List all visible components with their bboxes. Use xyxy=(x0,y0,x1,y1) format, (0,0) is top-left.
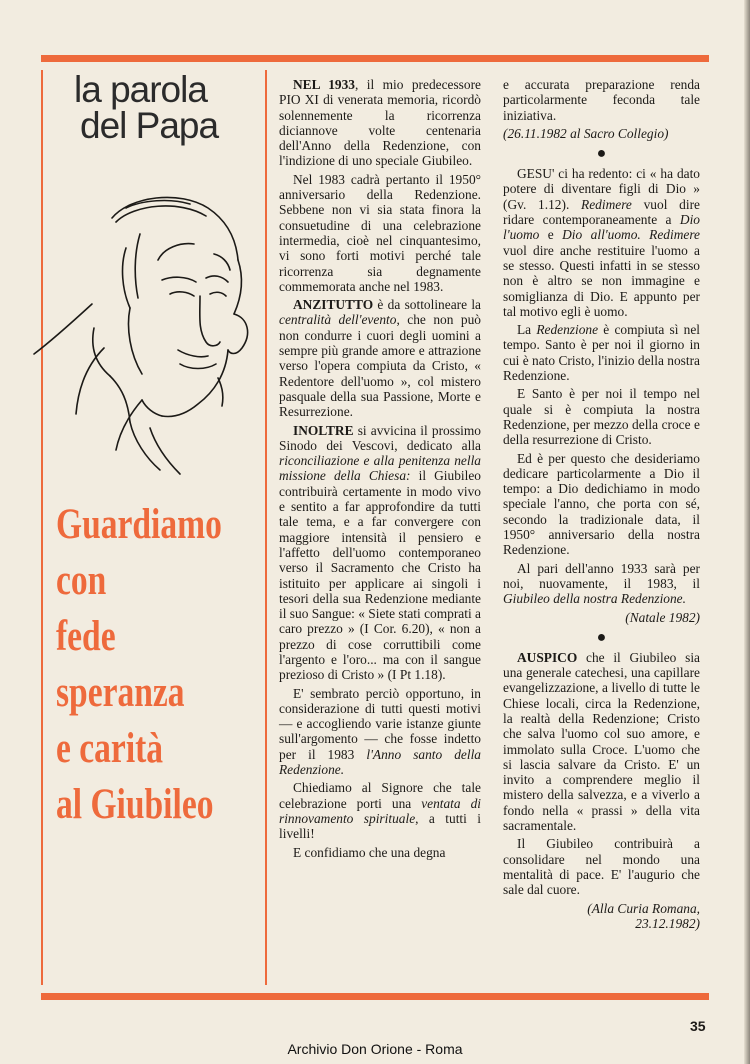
lead-word: ANZITUTTO xyxy=(293,297,374,313)
top-rule xyxy=(41,55,709,62)
emphasis: Redimere xyxy=(581,196,632,212)
paragraph-text: La xyxy=(517,322,537,338)
citation-line: (Alla Curia Romana, xyxy=(587,900,700,916)
column-rule xyxy=(265,70,267,985)
headline-line: fede xyxy=(56,613,116,660)
headline-line: con xyxy=(56,557,107,604)
paragraph xyxy=(503,166,700,319)
text-column-2 xyxy=(503,77,700,934)
lead-word: NEL 1933 xyxy=(293,77,355,92)
column-title-line1: la parola xyxy=(74,69,207,110)
paragraph-text: è compiuta sì nel tempo. Santo è per noi il giorno in cui è nato Cristo, l'inizio della nostra Redenzione. xyxy=(503,322,700,384)
source-citation: (Natale 1982) xyxy=(625,609,700,625)
emphasis: Dio l'uomo xyxy=(503,212,700,243)
paragraph-text: e xyxy=(539,227,563,243)
headline-line: e carità xyxy=(56,725,164,772)
bullet-icon: ● xyxy=(596,628,607,646)
paragraph xyxy=(279,780,481,841)
paragraph xyxy=(503,561,700,607)
paragraph: Nel 1983 cadrà pertanto il 1950° anniversario della Redenzione. Sebbene non vi sia stata finora la consuetudine di una celebrazione intermedia, cioè nel cinquantesimo, vi sono forti motivi perché tale ricorrenza sia degnamente commemorata anche nel 1983. xyxy=(279,171,481,294)
bullet-icon: ● xyxy=(596,145,607,163)
emphasis: Redenzione xyxy=(536,322,599,338)
paragraph-text: , a tutti i livelli! xyxy=(279,810,481,842)
emphasis: riconciliazione e alla penitenza nella missione della Chiesa: xyxy=(279,453,481,484)
bottom-rule xyxy=(41,993,709,1000)
emphasis: l'Anno santo della Redenzione. xyxy=(279,746,481,778)
paragraph: E Santo è per noi il tempo nel quale si è compiuta la nostra Redenzione, per mezzo della croce e della resurrezione di Cristo. xyxy=(503,386,700,448)
paragraph-text: vuol dire anche restituire l'uomo a se stesso. Questi infatti in se stesso non è altro se non immagine e somiglianza di Dio. E appunto per tal motivo egli è uomo. xyxy=(503,242,700,319)
citation-line: 23.12.1982) xyxy=(635,915,700,931)
paragraph: Il Giubileo contribuirà a consolidare nel mondo una mentalità di pace. E' l'augurio che sale dal cuore. xyxy=(503,836,700,898)
paragraph-text: vuol dire ridare contemporaneamente a xyxy=(503,196,700,228)
paragraph: Ed è per questo che desideriamo dedicare particolarmente a Dio il tempo: a Dio dedichiamo in modo speciale l'anno, che porta con sé, secondo la tradizionale data, il 1950° anniversario della nostra Redenzione. xyxy=(503,450,700,558)
headline xyxy=(56,497,220,833)
page-edge xyxy=(744,0,750,1064)
emphasis: centralità dell'evento xyxy=(279,312,397,328)
headline-line: Guardiamo xyxy=(56,501,222,548)
lead-word: INOLTRE xyxy=(293,422,354,438)
column-title-line2: del Papa xyxy=(80,105,219,146)
emphasis: Dio all'uomo. Redimere xyxy=(562,227,700,243)
text-column-1 xyxy=(279,77,481,863)
paragraph-text: è da sottolineare la xyxy=(373,297,481,313)
source-citation: (26.11.1982 al Sacro Collegio) xyxy=(503,125,669,141)
paragraph-text: , che non può non condurre i cuori degli uomini a sempre più grande amore e attrazione verso l'opera compiuta da Cristo, « Redentore dell'uomo », col mistero pasquale della sua Passione, Morte e Resurrezione. xyxy=(279,312,481,420)
lead-word: AUSPICO xyxy=(517,649,578,665)
emphasis: ventata di rinnovamento spirituale xyxy=(279,795,481,826)
page-number: 35 xyxy=(690,1018,706,1034)
archive-footer: Archivio Don Orione - Roma xyxy=(287,1041,463,1057)
paragraph xyxy=(279,423,481,683)
paragraph xyxy=(279,297,481,419)
column-title xyxy=(74,69,254,146)
paragraph: E confidiamo che una degna xyxy=(293,844,446,860)
headline-line: al Giubileo xyxy=(56,781,214,828)
paragraph xyxy=(279,77,481,169)
headline-line: speranza xyxy=(56,669,185,716)
paragraph-text: che il Giubileo sia una generale catechesi, una capillare evangelizzazione, a livello di tutte le Chiese locali, circa la Redenzione, la realtà della Redenzione; Cristo che salva l'uomo col suo amore, e immolato sulla Croce. L'uomo che si lascia salvare da Cristo. E' un invito a comprendere meglio il mistero della salvezza, e a viverlo a fondo nella « prassi » della vita sacramentale. xyxy=(503,649,700,834)
paragraph-text: Chiediamo al Signore che tale celebrazione porti una xyxy=(279,780,481,811)
paragraph-text: , il mio predecessore PIO XI di venerata memoria, ricordò solennemente la ricorrenza diciannove volte centenaria dell'Anno della Redenzione, con l'indizione di uno speciale Giubileo. xyxy=(279,77,481,169)
emphasis: Giubileo della nostra Redenzione. xyxy=(503,591,686,607)
paragraph: e accurata preparazione renda particolarmente feconda tale iniziativa. xyxy=(503,77,700,123)
paragraph-text: E' sembrato perciò opportuno, in considerazione di tutti questi motivi — e accogliendo varie istanze giunte sull'argomento — che fosse indetto per il 1983 xyxy=(279,685,481,762)
paragraph xyxy=(503,322,700,383)
paragraph-text: Al pari dell'anno 1933 sarà per noi, nuovamente, il 1983, il xyxy=(503,560,700,591)
paragraph-text: GESU' ci ha redento: ci « ha dato potere di diventare figli di Dio » (Gv. 1.12). xyxy=(503,166,700,212)
pope-portrait-illustration xyxy=(30,178,260,488)
paragraph xyxy=(503,650,700,834)
paragraph-text: il Giubileo contribuirà certamente in modo vivo e sentito a far approfondire da tutti tale tema, e a far convergere con maggiore intensità il pensiero e l'affetto dell'uomo contemporaneo verso il Sacramento che Cristo ha istituito per applicare ai singoli i tesori della sua Redenzione mediante il suo Sangue: « Siete stati comprati a caro prezzo » (I Cor. 6.20), « non a prezzo di cose corruttibili come l'argento e l'oro... ma con il sangue prezioso di Cristo » (I Pt 1.18). xyxy=(279,468,481,683)
paragraph-text: si avvicina il prossimo Sinodo dei Vescovi, dedicato alla xyxy=(279,422,481,453)
paragraph xyxy=(279,686,481,778)
source-citation xyxy=(503,901,700,932)
